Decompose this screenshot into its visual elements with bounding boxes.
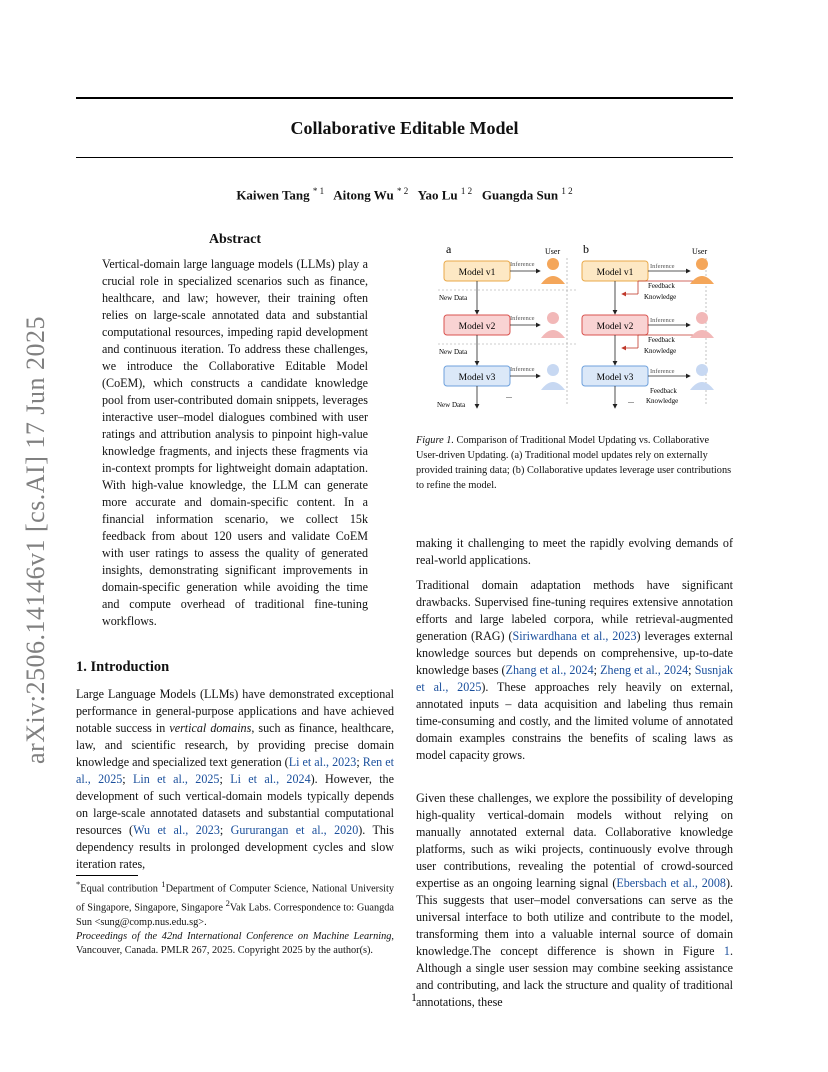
text-run: , Vancouver, Canada. PMLR 267, 2025. Copyright 2025 by the author(s). — [76, 931, 394, 956]
user-label: User — [545, 247, 561, 256]
feedback-label: Feedback — [648, 282, 675, 290]
user-icon — [690, 312, 714, 338]
arxiv-watermark — [0, 0, 60, 1072]
text-run: Equal contribution — [80, 883, 162, 895]
author-affiliation: * 2 — [397, 186, 409, 196]
text-run: ; — [688, 663, 695, 677]
feedback-label: Feedback — [648, 336, 675, 344]
citation-link[interactable]: Li et al., 2023 — [288, 755, 357, 769]
footnote-rule — [76, 875, 138, 876]
arxiv-id: arXiv:2506.14146v1 [cs.AI] 17 Jun 2025 — [21, 316, 50, 764]
proceedings-venue: Proceedings of the 42nd International Conference on Machine Learning — [76, 931, 392, 942]
ellipsis: ... — [506, 391, 512, 400]
text-run: Department of Computer Science, National University of Singapore, Singapore, Singapore — [76, 883, 394, 914]
inference-label: Inference — [650, 263, 675, 270]
knowledge-label: Knowledge — [646, 397, 679, 405]
text-run: ). These approaches rely heavily on external, annotated inputs – data acquisition and labeling thus remain time-consuming and costly, and the limited volume of annotated domain examples constrains the benefits of scaling laws as model capacity grows. — [416, 680, 733, 762]
footnote — [76, 877, 394, 930]
text-run: ; — [219, 823, 231, 837]
title-rule-top — [76, 97, 733, 99]
inference-label: Inference — [650, 368, 675, 375]
citation-link[interactable]: Lin et al., 2025 — [133, 772, 220, 786]
citation-link[interactable]: Ebersbach et al., 2008 — [616, 876, 726, 890]
caption-text: Comparison of Traditional Model Updating vs. Collaborative User-driven Updating. (a) Traditional model updates rely on externally provided training data; (b) Collaborative updates leverage user contributions to refine the model. — [416, 435, 732, 491]
page-number: 1 — [411, 990, 417, 1004]
figure-caption — [416, 433, 733, 493]
user-label: User — [692, 247, 708, 256]
knowledge-label: Knowledge — [644, 293, 677, 301]
body-paragraph: making it challenging to meet the rapidly evolving demands of real-world applications. — [416, 536, 733, 567]
emphasis-text: vertical domains — [169, 721, 252, 735]
model-v3-label: Model v3 — [458, 373, 496, 383]
figure-reference-link[interactable]: 1 — [723, 944, 730, 958]
author-name: Guangda Sun — [481, 187, 559, 203]
figure-1-diagram — [416, 240, 733, 412]
text-run: ) leverages external knowledge sources but depends on comprehensive, up-to-date knowledge bases ( — [416, 629, 733, 677]
text-run: ; — [122, 772, 133, 786]
model-v2-label: Model v2 — [458, 322, 496, 332]
inference-label: Inference — [510, 315, 535, 322]
text-run: ). This dependency results in prolonged development cycles and slow iteration rates, — [76, 823, 394, 871]
new-data-label: New Data — [439, 348, 468, 356]
author-list — [76, 186, 733, 203]
citation-link[interactable]: Ren et al., 2025 — [76, 755, 395, 786]
panel-a — [437, 258, 576, 409]
text-run: . Although a single user session may combine seeking assistance and contributing, and lack the structure and quality of traditional annotations, these — [416, 944, 733, 1009]
citation-link[interactable]: Susnjak et al., 2025 — [416, 663, 733, 694]
new-data-label: New Data — [437, 401, 466, 409]
citation-link[interactable]: Gururangan et al., 2020 — [230, 823, 359, 837]
inference-label: Inference — [510, 261, 535, 268]
text-run: Traditional domain adaptation methods have significant drawbacks. Supervised fine-tuning requires extensive annotation efforts and large labeled corpora, while retrieval-augmented generation (RAG) ( — [416, 578, 733, 643]
panel-b-label: b — [583, 242, 589, 256]
citation-link[interactable]: Li et al., 2024 — [230, 772, 311, 786]
body-paragraph — [416, 577, 733, 764]
user-icon — [541, 258, 565, 284]
author-name: Aitong Wu — [333, 187, 394, 203]
footnote-mark: * — [76, 879, 81, 889]
body-paragraph — [416, 790, 733, 1011]
new-data-label: New Data — [439, 294, 468, 302]
knowledge-label: Knowledge — [644, 347, 677, 355]
model-v3-label: Model v3 — [596, 373, 634, 383]
ellipsis: ... — [628, 396, 634, 405]
author-affiliation: * 1 — [312, 186, 325, 196]
citation-link[interactable]: Wu et al., 2023 — [133, 823, 220, 837]
user-icon — [541, 364, 565, 390]
citation-link[interactable]: Zhang et al., 2024 — [505, 663, 594, 677]
text-run: ; — [219, 772, 231, 786]
title-rule-bottom — [76, 157, 733, 158]
inference-label: Inference — [510, 366, 535, 373]
user-icon — [541, 312, 565, 338]
user-icon — [690, 258, 714, 284]
footnote-mark: 1 — [161, 879, 166, 889]
footnote-mark: 2 — [225, 898, 230, 909]
text-run: Vak Labs. Correspondence to: Guangda Sun <sung@comp.nus.edu.sg>. — [76, 902, 394, 928]
author-affiliation: 1 2 — [460, 186, 473, 196]
author-name: Kaiwen Tang — [236, 187, 310, 203]
text-run: , such as finance, healthcare, law, and scientific research, by providing precise domain knowledge and specialized text generation ( — [76, 721, 394, 769]
text-run: ; — [593, 663, 601, 677]
text-run: ; — [356, 755, 363, 769]
text-run: ). This suggests that user–model conversations can serve as the universal interface to both utilize and contribute to the model, transforming them into a valuable internal source of domain knowledge.The concept difference is shown in Figure — [416, 876, 733, 958]
abstract-heading: Abstract — [208, 232, 262, 247]
paper-title: Collaborative Editable Model — [290, 118, 519, 138]
text-run: ). However, the development of such vertical-domain models typically depends on large-scale annotated datasets and substantial computational resources ( — [76, 772, 394, 837]
introduction-heading: 1. Introduction — [76, 659, 170, 675]
user-icon — [690, 364, 714, 390]
feedback-label: Feedback — [650, 387, 677, 395]
text-run: Large Language Models (LLMs) have demonstrated exceptional performance in general-purpose applications and have achieved notable success in — [76, 687, 394, 735]
citation-link[interactable]: Zheng et al., 2024 — [600, 663, 689, 677]
citation-link[interactable]: Siriwardhana et al., 2023 — [512, 629, 637, 643]
caption-label: Figure 1. — [416, 435, 454, 446]
author-name: Yao Lu — [417, 187, 458, 203]
abstract-body: Vertical-domain large language models (LLMs) play a crucial role in specialized scenarios such as finance, healthcare, and law; however, their training often relies on large-scale annotated data and substantial computational resources, impeding rapid development and continuous iteration. To address these challenges, we introduce the Collaborative Editable Model (CoEM), which constructs a candidate knowledge pool from user-contributed domain snippets, leverages interactive user–model dialogues combined with user ratings and attribution analysis to pinpoint high-value knowledge fragments, and injects these fragments via in-context prompts for lightweight domain adaptation. With high-value knowledge, the LLM can generate more accurate and domain-specific content. In a financial information scenario, we collect 15k feedback from about 120 users and validate CoEM with user ratings to assess the quality of generated insights, demonstrating significant improvements in domain-specific generation while avoiding the time and compute overhead of traditional fine-tuning workflows. — [102, 257, 368, 628]
inference-label: Inference — [650, 317, 675, 324]
introduction-paragraph — [76, 686, 394, 873]
panel-b — [582, 258, 714, 408]
author-affiliation: 1 2 — [561, 186, 573, 196]
proceedings-note — [76, 930, 394, 958]
model-v2-label: Model v2 — [596, 322, 634, 332]
model-v1-label: Model v1 — [596, 268, 634, 278]
model-v1-label: Model v1 — [458, 268, 496, 278]
text-run: Given these challenges, we explore the possibility of developing high-quality vertical-domain models without relying on manually annotated external data. Collaborative knowledge platforms, such as wiki projects, continuously evolve through user contributions, revealing the potential of crowd-sourced expertise as an ongoing learning signal ( — [416, 791, 733, 890]
panel-a-label: a — [446, 242, 452, 256]
